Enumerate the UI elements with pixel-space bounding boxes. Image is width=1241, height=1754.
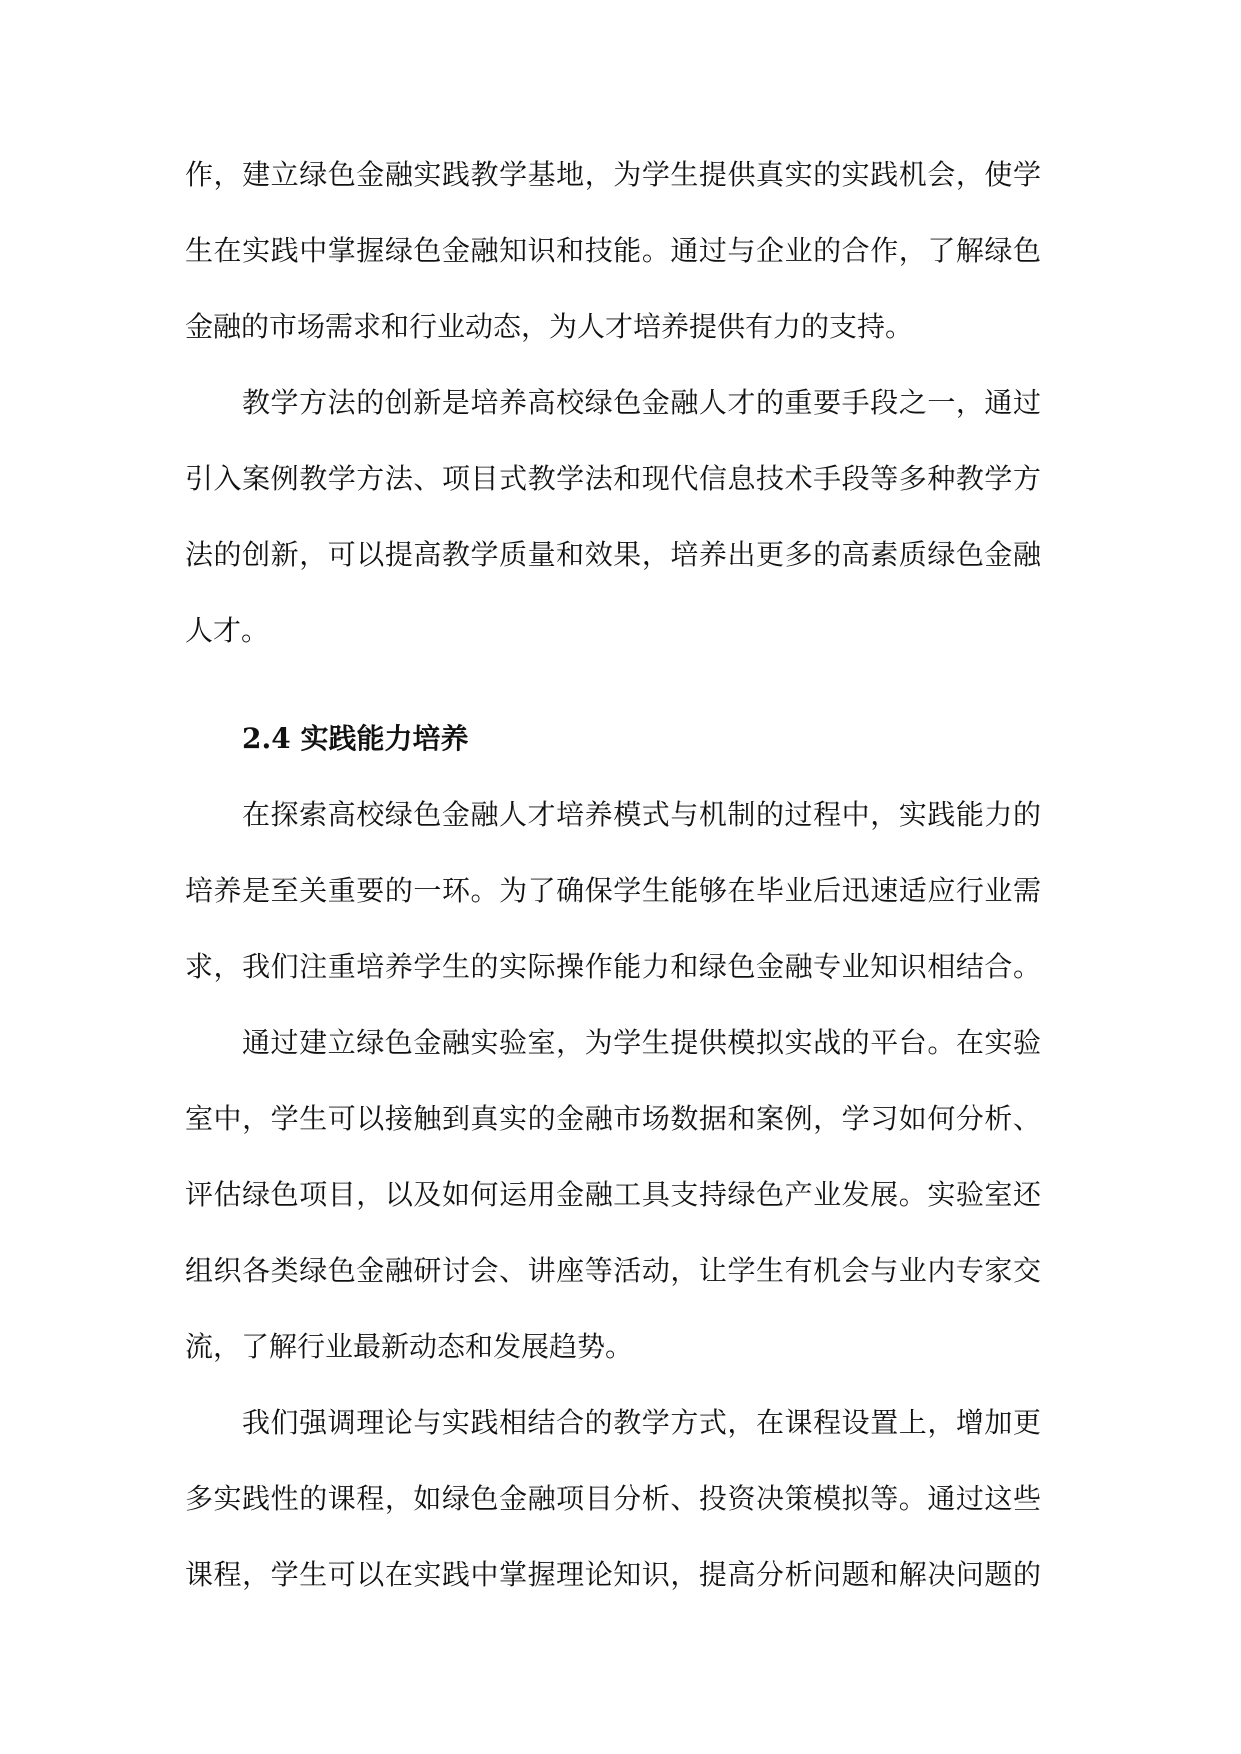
- text-line: 求，我们注重培养学生的实际操作能力和绿色金融专业知识相结合。: [185, 950, 1041, 983]
- text-line: 流，了解行业最新动态和发展趋势。: [185, 1330, 634, 1363]
- text-line: 在探索高校绿色金融人才培养模式与机制的过程中，实践能力的: [242, 798, 1041, 831]
- text-line: 金融的市场需求和行业动态，为人才培养提供有力的支持。: [185, 310, 914, 343]
- text-line: 人才。: [185, 614, 270, 647]
- text-line: 培养是至关重要的一环。为了确保学生能够在毕业后迅速适应行业需: [185, 874, 1041, 907]
- paragraph: [185, 365, 1041, 669]
- paragraph: [185, 1385, 1041, 1613]
- text-line: 我们强调理论与实践相结合的教学方式，在课程设置上，增加更: [242, 1406, 1041, 1439]
- text-line: 作，建立绿色金融实践教学基地，为学生提供真实的实践机会，使学: [185, 158, 1041, 191]
- text-line: 引入案例教学方法、项目式教学法和现代信息技术手段等多种教学方: [185, 462, 1041, 495]
- text-line: 评估绿色项目，以及如何运用金融工具支持绿色产业发展。实验室还: [185, 1178, 1041, 1211]
- paragraph: [185, 137, 1041, 365]
- paragraph: [185, 777, 1041, 1005]
- section-heading: 2.4 实践能力培养: [242, 722, 469, 755]
- text-line: 通过建立绿色金融实验室，为学生提供模拟实战的平台。在实验: [242, 1026, 1041, 1059]
- text-line: 室中，学生可以接触到真实的金融市场数据和案例，学习如何分析、: [185, 1102, 1041, 1135]
- paragraph: [185, 1005, 1041, 1385]
- text-line: 教学方法的创新是培养高校绿色金融人才的重要手段之一，通过: [242, 386, 1041, 419]
- text-line: 生在实践中掌握绿色金融知识和技能。通过与企业的合作，了解绿色: [185, 234, 1041, 267]
- text-line: 法的创新，可以提高教学质量和效果，培养出更多的高素质绿色金融: [185, 538, 1041, 571]
- text-line: 课程，学生可以在实践中掌握理论知识，提高分析问题和解决问题的: [185, 1558, 1041, 1591]
- text-line: 多实践性的课程，如绿色金融项目分析、投资决策模拟等。通过这些: [185, 1482, 1041, 1515]
- document-page: [185, 137, 1041, 1613]
- text-line: 组织各类绿色金融研讨会、讲座等活动，让学生有机会与业内专家交: [185, 1254, 1041, 1287]
